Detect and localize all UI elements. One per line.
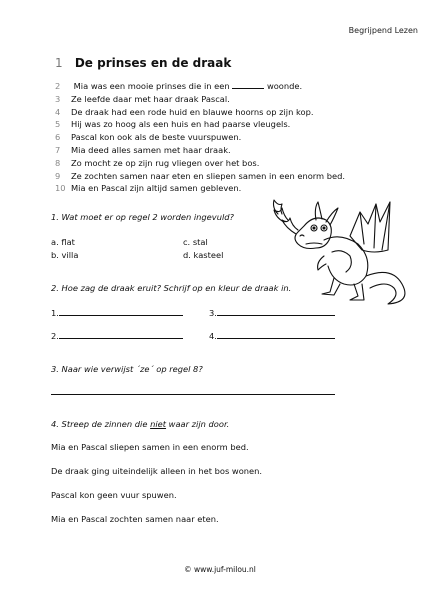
story-line (55, 106, 345, 119)
answer-blank[interactable] (51, 385, 335, 395)
answer-label: 3. (209, 308, 217, 318)
line-number: 3 (55, 93, 61, 104)
line-number: 6 (55, 132, 61, 143)
answer-blank[interactable] (217, 306, 335, 316)
title-text: De prinses en de draak (74, 56, 232, 70)
story-line-text: woonde. (266, 81, 303, 91)
answer-line-1[interactable] (51, 306, 183, 318)
option-a[interactable]: a. flat (51, 237, 75, 247)
answer-blank[interactable] (59, 329, 183, 339)
story-line (55, 80, 345, 93)
title-line-number: 1 (55, 56, 63, 70)
option-d[interactable]: d. kasteel (183, 250, 224, 260)
page-title (55, 56, 231, 70)
story-line-text: De draak had een rode huid en blauwe hoorns op zijn kop. (71, 106, 314, 117)
story-line (55, 170, 345, 183)
option-c[interactable]: c. stal (183, 237, 208, 247)
story-line-text: Zo mocht ze op zijn rug vliegen over het bos. (71, 157, 260, 168)
story-line-text: Mia was een mooie prinses die in een (73, 81, 230, 91)
option-b[interactable]: b. villa (51, 250, 79, 260)
dragon-illustration (262, 192, 417, 317)
fill-in-blank (232, 80, 264, 89)
answer-blank[interactable] (217, 329, 335, 339)
story-line-text: Ze leefde daar met haar draak Pascal. (71, 93, 230, 104)
question-4-text: 4. Streep de zinnen die (51, 419, 151, 429)
statement-1[interactable]: Mia en Pascal sliepen samen in een enorm bed. (51, 442, 249, 452)
line-number: 9 (55, 170, 61, 181)
story-line (55, 144, 345, 157)
story-line (55, 118, 345, 131)
story-line (55, 131, 345, 144)
line-number: 10 (55, 183, 66, 194)
question-4-text: waar zijn door. (166, 419, 230, 429)
story-line (55, 93, 345, 106)
story-line (55, 157, 345, 170)
story-line-text: Hij was zo hoog als een huis en had paarse vleugels. (71, 119, 291, 130)
question-2: 2. Hoe zag de draak eruit? Schrijf op en kleur de draak in. (51, 283, 292, 293)
statement-4[interactable]: Mia en Pascal zochten samen naar eten. (51, 514, 219, 524)
answer-blank[interactable] (59, 306, 183, 316)
answer-label: 1. (51, 308, 59, 318)
statement-2[interactable]: De draak ging uiteindelijk alleen in het bos wonen. (51, 466, 263, 476)
answer-line-4[interactable] (209, 329, 335, 341)
story-line-text: Pascal kon ook als de beste vuurspuwen. (71, 132, 242, 143)
statement-3[interactable]: Pascal kon geen vuur spuwen. (51, 490, 177, 500)
answer-line-2[interactable] (51, 329, 183, 341)
answer-label: 4. (209, 331, 217, 341)
answer-label: 2. (51, 331, 59, 341)
question-4-emphasis: niet (150, 419, 167, 429)
answer-line-3[interactable] (209, 306, 335, 318)
story-text (55, 80, 345, 195)
answer-line-q3[interactable] (51, 385, 335, 397)
line-number: 8 (55, 157, 61, 168)
question-1: 1. Wat moet er op regel 2 worden ingevuld? (51, 212, 234, 222)
story-line-text: Mia en Pascal zijn altijd samen gebleven. (71, 183, 242, 194)
story-line-text: Ze zochten samen naar eten en sliepen samen in een enorm bed. (71, 170, 346, 181)
header-label: Begrijpend Lezen (348, 26, 418, 35)
line-number: 5 (55, 119, 61, 130)
question-1-options (51, 236, 271, 266)
line-number: 4 (55, 106, 61, 117)
question-4 (51, 419, 229, 429)
story-line-text: Mia deed alles samen met haar draak. (71, 144, 231, 155)
line-number: 7 (55, 144, 61, 155)
question-3: 3. Naar wie verwijst ´ze´ op regel 8? (51, 364, 203, 374)
footer-copyright: © www.juf-milou.nl (184, 565, 256, 574)
line-number: 2 (55, 81, 61, 91)
